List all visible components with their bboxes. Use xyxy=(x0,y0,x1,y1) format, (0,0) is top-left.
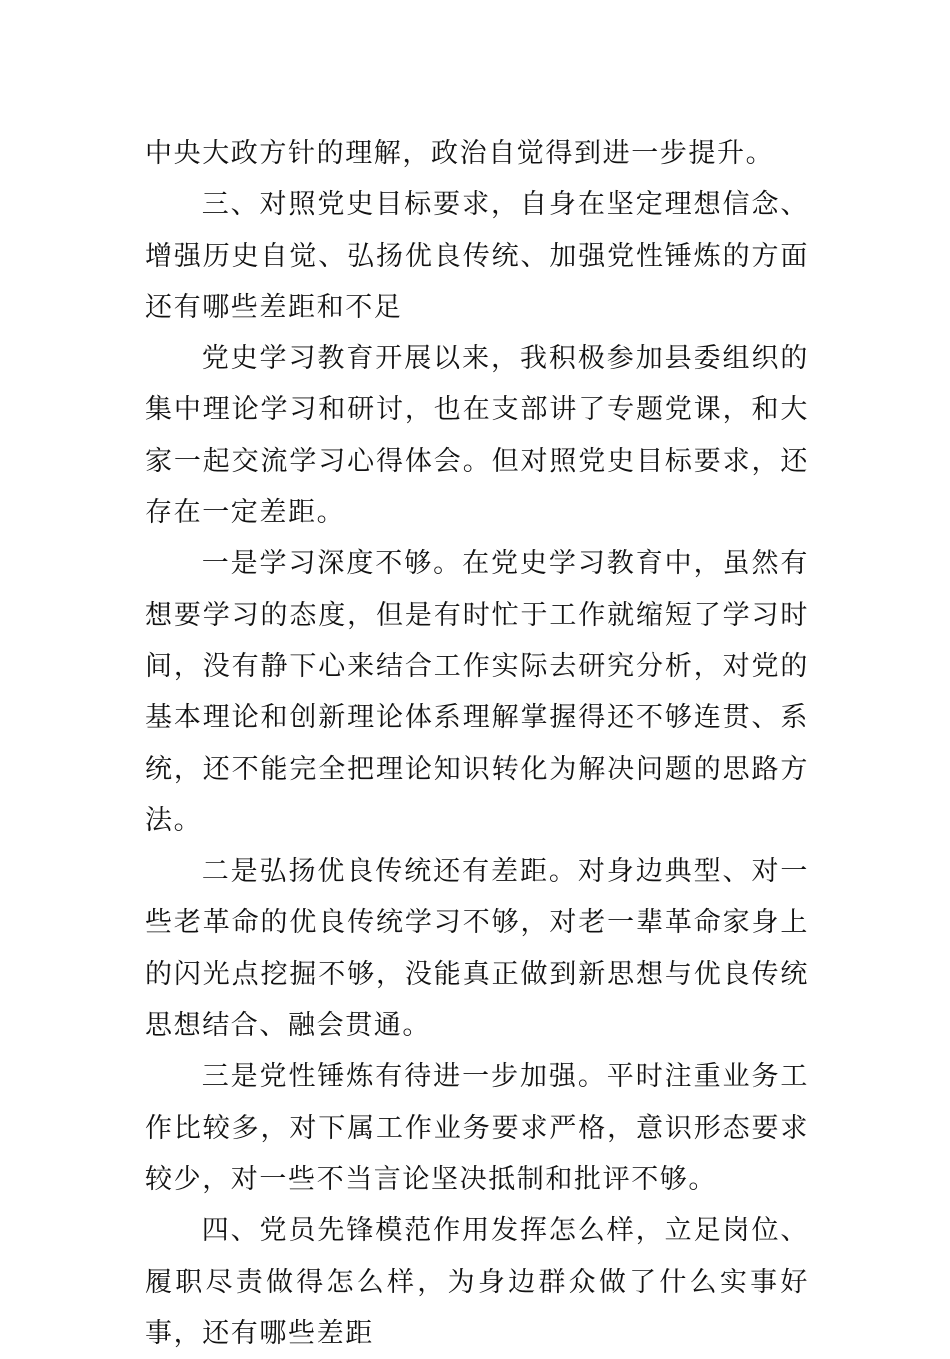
section-heading-three: 三、对照党史目标要求，自身在坚定理想信念、增强历史自觉、弘扬优良传统、加强党性锤炼的方面还有哪些差距和不足 xyxy=(145,189,809,323)
paragraph-overview: 党史学习教育开展以来，我积极参加县委组织的集中理论学习和研讨，也在支部讲了专题党课，和大家一起交流学习心得体会。但对照党史目标要求，还存在一定差距。 xyxy=(145,343,809,529)
paragraph-point-one: 一是学习深度不够。在党史学习教育中，虽然有想要学习的态度，但是有时忙于工作就缩短了学习时间，没有静下心来结合工作实际去研究分析，对党的基本理论和创新理论体系理解掌握得还不够连贯、系统，还不能完全把理论知识转化为解决问题的思路方法。 xyxy=(145,548,809,836)
paragraph-point-three: 三是党性锤炼有待进一步加强。平时注重业务工作比较多，对下属工作业务要求严格，意识形态要求较少，对一些不当言论坚决抵制和批评不够。 xyxy=(145,1061,809,1195)
paragraph-point-two: 二是弘扬优良传统还有差距。对身边典型、对一些老革命的优良传统学习不够，对老一辈革命家身上的闪光点挖掘不够，没能真正做到新思想与优良传统思想结合、融会贯通。 xyxy=(145,856,809,1042)
section-heading-four: 四、党员先锋模范作用发挥怎么样，立足岗位、履职尽责做得怎么样，为身边群众做了什么实事好事，还有哪些差距 xyxy=(145,1215,809,1349)
document-body xyxy=(145,128,809,1359)
paragraph-continuation: 中央大政方针的理解，政治自觉得到进一步提升。 xyxy=(145,138,775,169)
